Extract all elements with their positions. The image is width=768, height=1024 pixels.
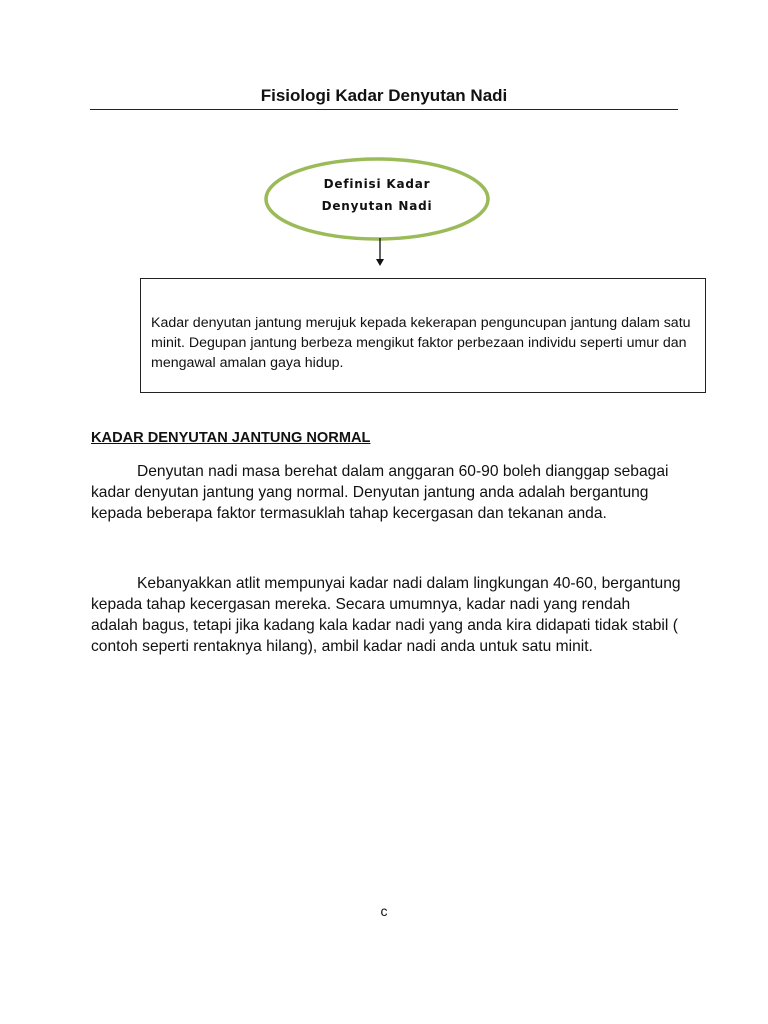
definition-box	[140, 278, 706, 393]
page-title: Fisiologi Kadar Denyutan Nadi	[260, 86, 508, 105]
down-arrow-icon	[372, 238, 388, 268]
page-mark: c	[380, 903, 388, 919]
definition-text: Kadar denyutan jantung merujuk kepada kekerapan penguncupan jantung dalam satu minit. Degupan jantung berbeza mengikut faktor perbezaan individu seperti umur dan mengawal amalan gaya hidup.	[151, 315, 691, 371]
paragraph-2: Kebanyakkan atlit mempunyai kadar nadi dalam lingkungan 40-60, bergantung kepada tahap kecergasan mereka. Secara umumnya, kadar nadi yang rendah adalah bagus, tetapi jika kadang kala kadar nadi yang anda kira didapati tidak stabil ( contoh seperti rentaknya hilang), ambil kadar nadi anda untuk satu minit.	[91, 575, 681, 655]
section-heading: KADAR DENYUTAN JANTUNG NORMAL	[91, 430, 371, 446]
ellipse-label: Definisi Kadar Denyutan Nadi	[321, 177, 433, 213]
title-underline-divider	[90, 109, 678, 110]
paragraph-1: Denyutan nadi masa berehat dalam anggaran 60-90 boleh dianggap sebagai kadar denyutan jantung yang normal. Denyutan jantung anda adalah bergantung kepada beberapa faktor termasuklah tahap kecergasan dan tekanan anda.	[91, 463, 669, 522]
definition-ellipse	[264, 157, 490, 241]
